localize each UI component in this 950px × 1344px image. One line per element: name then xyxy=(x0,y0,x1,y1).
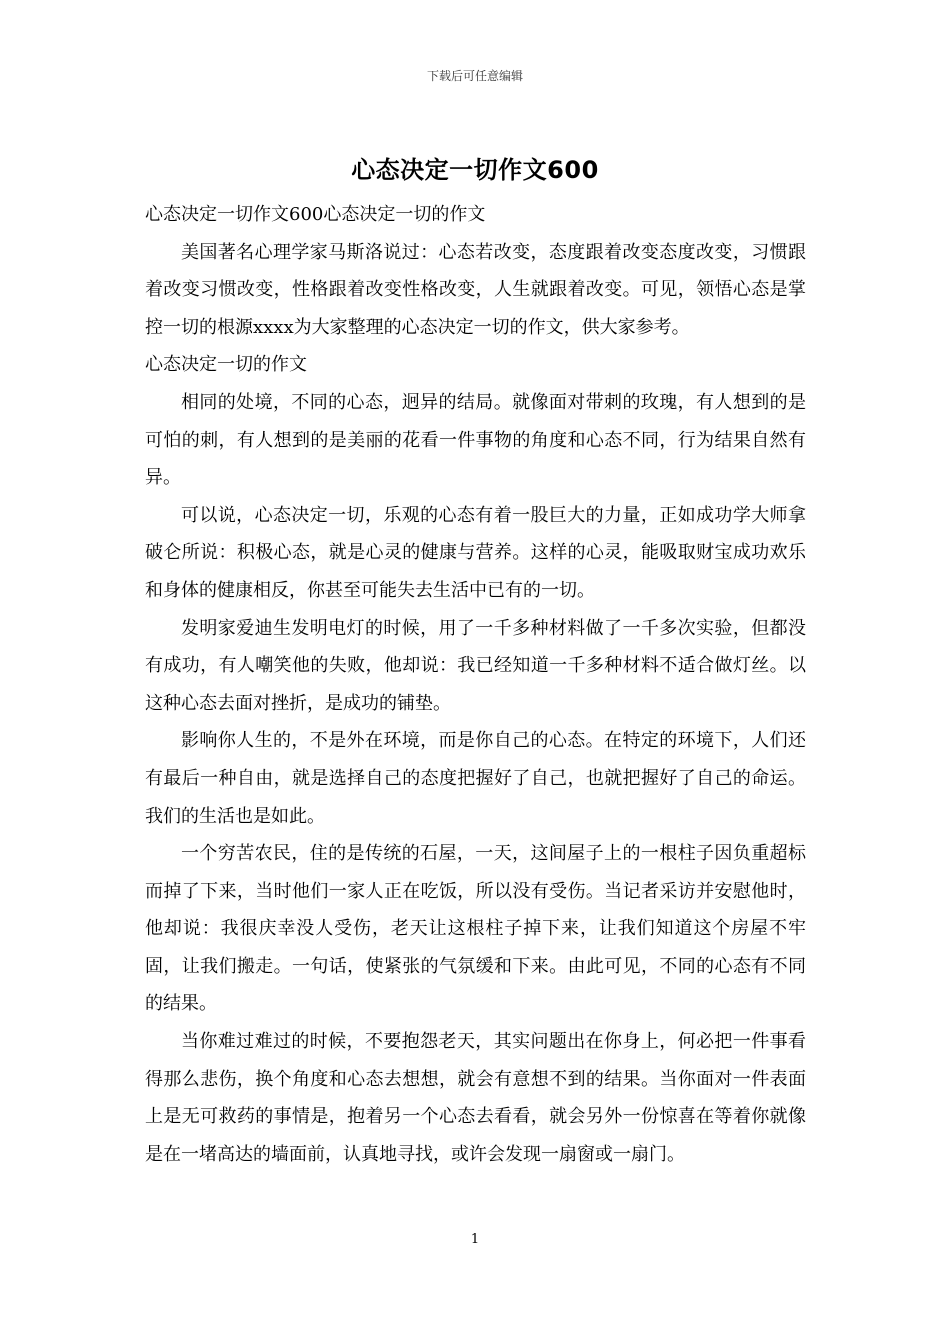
paragraph: 一个穷苦农民，住的是传统的石屋，一天，这间屋子上的一根柱子因负重超标而掉了下来，当时他们一家人正在吃饭，所以没有受伤。当记者采访并安慰他时，他却说：我很庆幸没人受伤，老天让这根柱子掉下来，让我们知道这个房屋不牢固，让我们搬走。一句话，使紧张的气氛缓和下来。由此可见，不同的心态有不同的结果。 xyxy=(145,843,806,1015)
paragraph: 当你难过难过的时候，不要抱怨老天，其实问题出在你身上，何必把一件事看得那么悲伤，换个角度和心态去想想，就会有意想不到的结果。当你面对一件表面上是无可救药的事情是，抱着另一个心态去看看，就会另外一份惊喜在等着你就像是在一堵高达的墙面前，认真地寻找，或许会发现一扇窗或一扇门。 xyxy=(145,1031,806,1165)
paragraph: 发明家爱迪生发明电灯的时候，用了一千多种材料做了一千多次实验，但都没有成功，有人嘲笑他的失败，他却说：我已经知道一千多种材料不适合做灯丝。以这种心态去面对挫折，是成功的铺垫。 xyxy=(145,617,806,714)
paragraph: 可以说，心态决定一切，乐观的心态有着一股巨大的力量，正如成功学大师拿破仑所说：积极心态，就是心灵的健康与营养。这样的心灵，能吸取财宝成功欢乐和身体的健康相反，你甚至可能失去生活中已有的一切。 xyxy=(145,504,806,601)
paragraph: 心态决定一切作文600心态决定一切的作文 xyxy=(145,204,486,225)
paragraph: 影响你人生的，不是外在环境，而是你自己的心态。在特定的环境下，人们还有最后一种自由，就是选择自己的态度把握好了自己，也就把握好了自己的命运。我们的生活也是如此。 xyxy=(145,730,806,827)
paragraph: 心态决定一切的作文 xyxy=(145,354,307,376)
document-body xyxy=(145,196,806,1173)
paragraph: 相同的处境，不同的心态，迥异的结局。就像面对带刺的玫瑰，有人想到的是可怕的刺，有人想到的是美丽的花看一件事物的角度和心态不同，行为结果自然有异。 xyxy=(145,391,806,489)
paragraph: 美国著名心理学家马斯洛说过：心态若改变，态度跟着改变态度改变，习惯跟着改变习惯改变，性格跟着改变性格改变，人生就跟着改变。可见，领悟心态是掌控一切的根源xxxx为大家整理的心态决定一切的作文，供大家参考。 xyxy=(145,241,806,338)
document-title: 心态决定一切作文600 xyxy=(351,156,599,184)
page-header: 下载后可任意编辑 xyxy=(426,69,523,83)
page-number: 1 xyxy=(470,1232,480,1247)
